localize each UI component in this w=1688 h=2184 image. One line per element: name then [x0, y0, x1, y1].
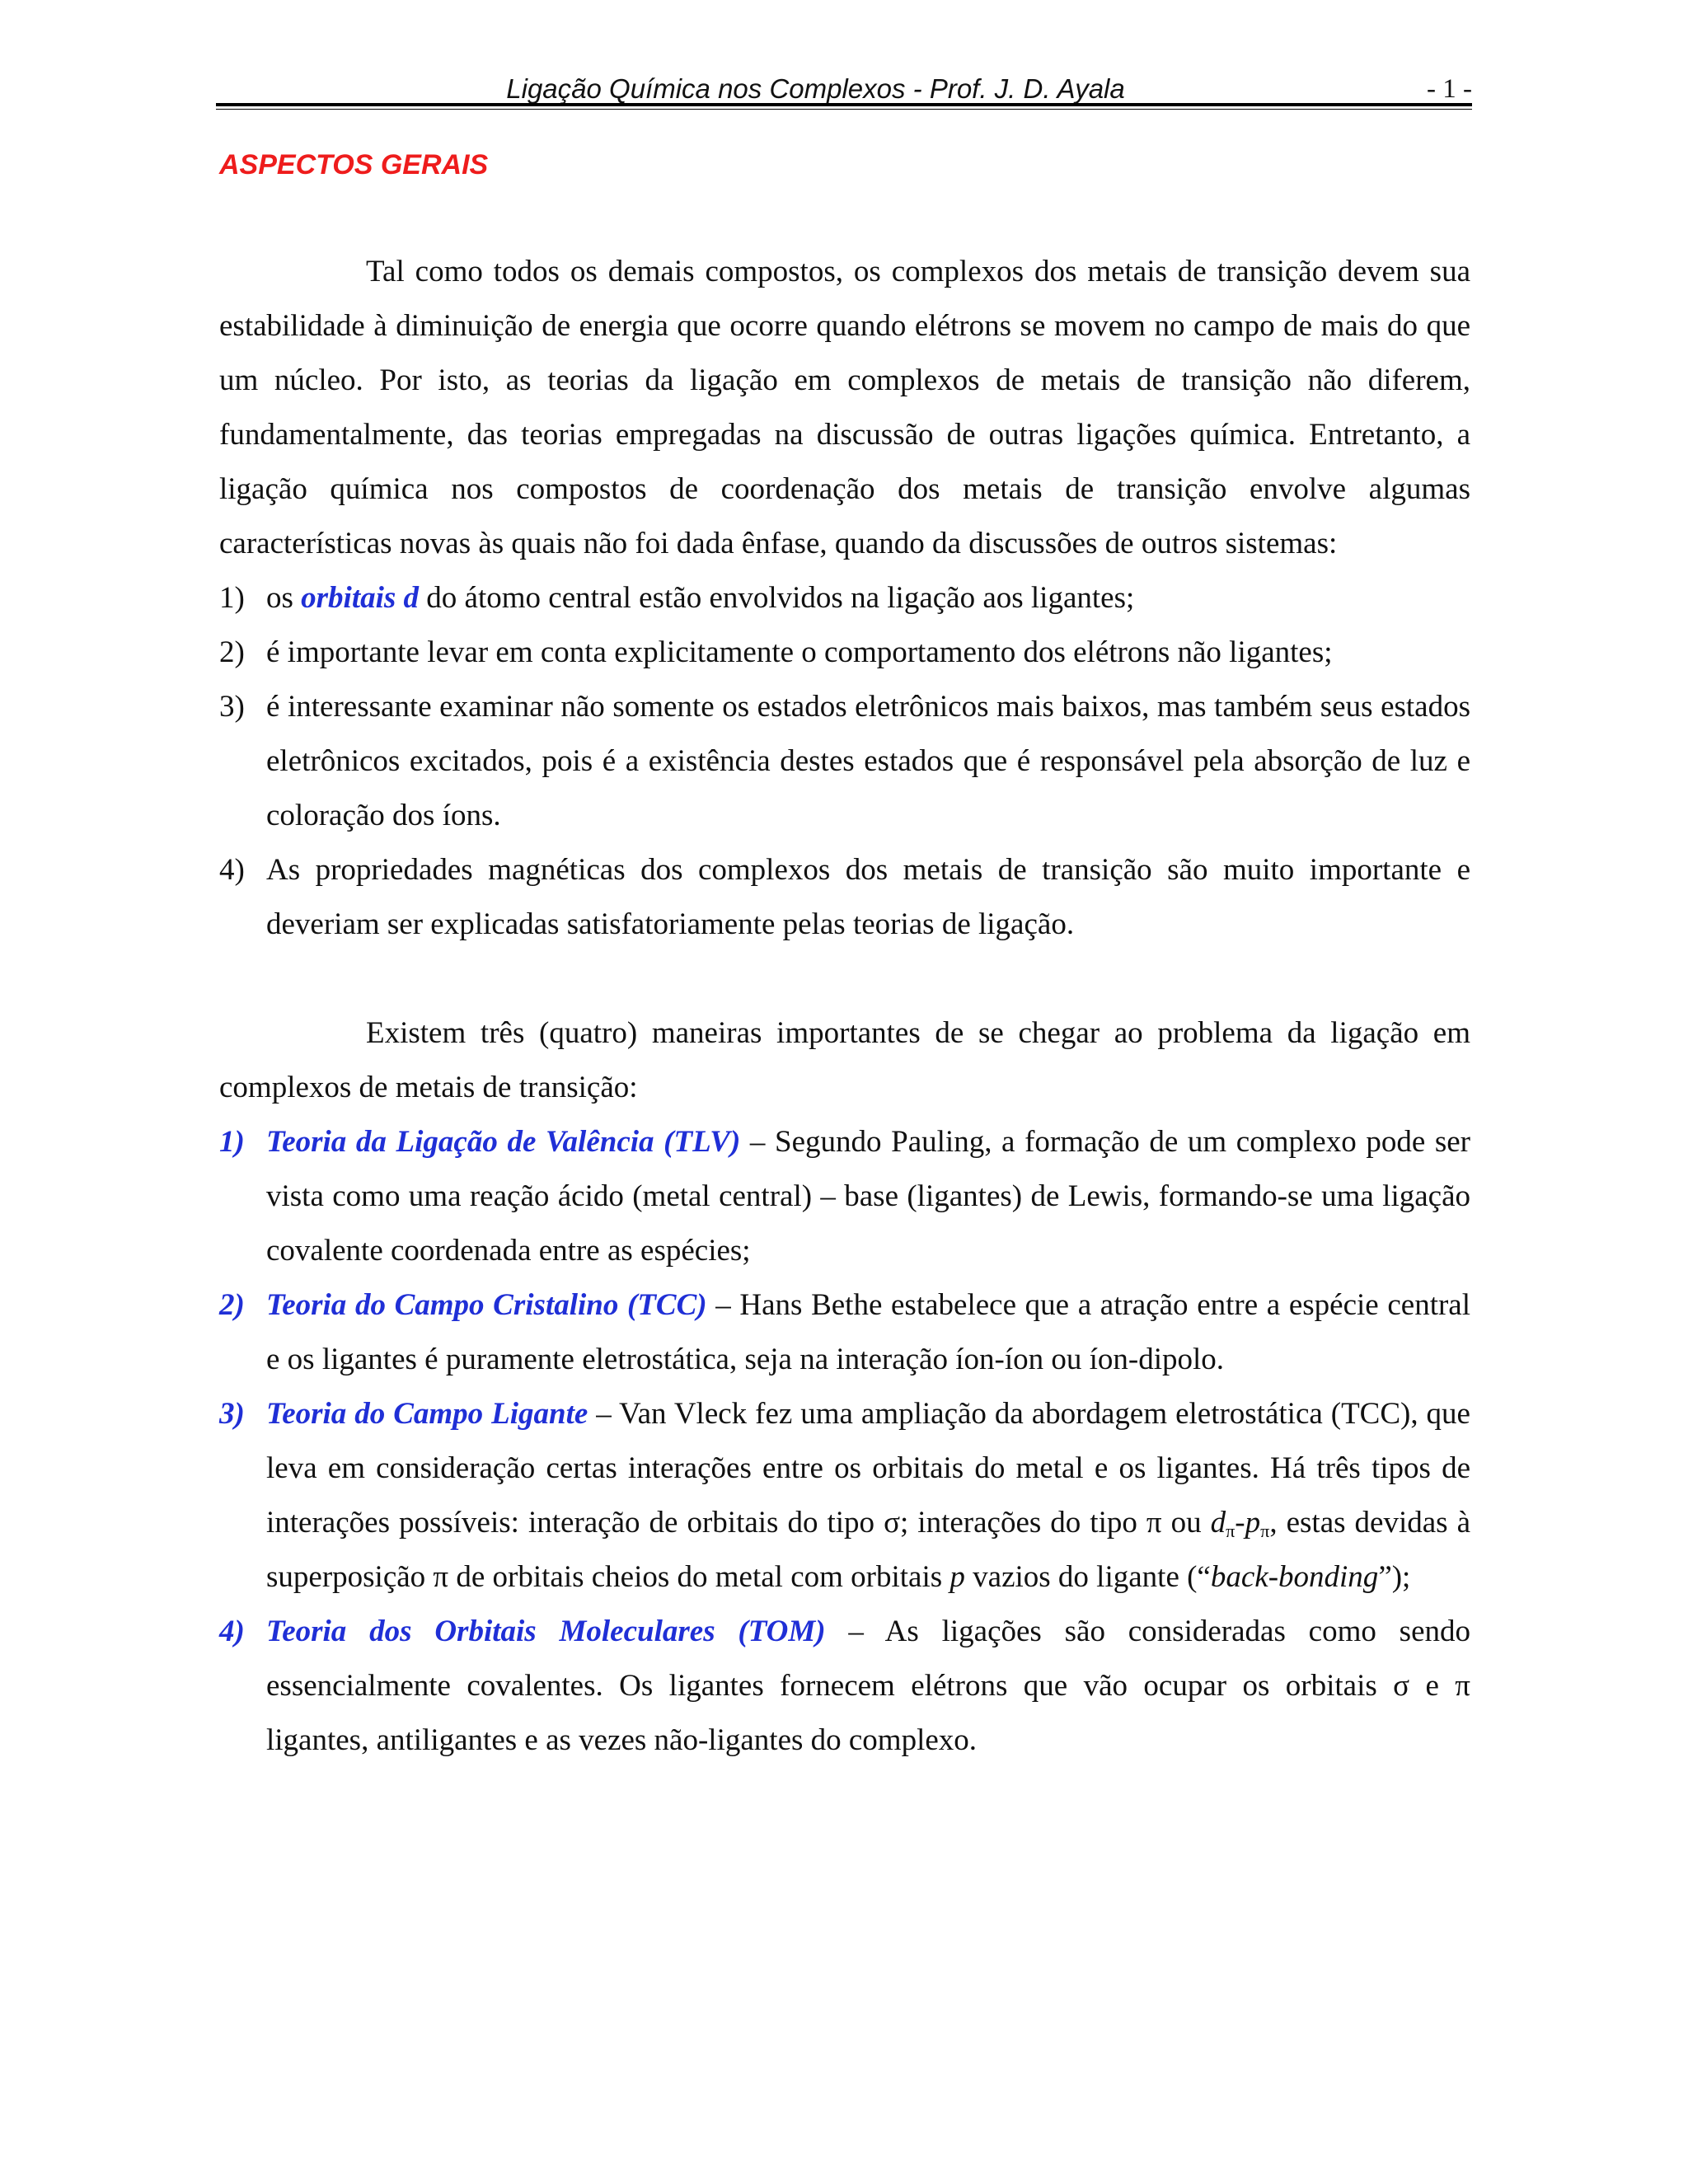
item-number: 2) [219, 635, 245, 669]
theory-name: Teoria dos Orbitais Moleculares (TOM) [266, 1615, 826, 1648]
list-item [219, 680, 1470, 843]
theory-name: Teoria do Campo Cristalino (TCC) [266, 1288, 707, 1322]
item-number: 3) [219, 690, 245, 724]
theories-list [219, 1115, 1470, 1768]
pi-subscript: π [1260, 1521, 1270, 1541]
theory-text: ”); [1378, 1560, 1411, 1594]
item-text: é interessante examinar não somente os estados eletrônicos mais baixos, mas também seus estados eletrônicos excitados, pois é a existência destes estados que é responsável pela absorção de luz e coloração dos íons. [266, 690, 1470, 832]
header-title: Ligação Química nos Complexos - Prof. J. D. Ayala [506, 73, 1125, 104]
item-number: 3) [219, 1397, 245, 1431]
page-number: - 1 - [1427, 74, 1472, 104]
header-rule [216, 103, 1472, 106]
item-text-pre: os [266, 581, 302, 615]
item-number: 1) [219, 581, 245, 615]
item-text: é importante levar em conta explicitamente o comportamento dos elétrons não ligantes; [266, 635, 1333, 669]
dash: - [1235, 1506, 1245, 1540]
theory-text: – Hans Bethe estabelece que a atração entre a espécie central e os ligantes é puramente eletrostática, seja na interação íon-íon ou íon-dipolo. [266, 1288, 1471, 1376]
list-item [219, 626, 1470, 680]
theory-name: Teoria da Ligação de Valência (TLV) [266, 1125, 741, 1159]
item-number: 4) [219, 853, 245, 887]
theory-text: vazios do ligante (“ [964, 1560, 1211, 1594]
list-item [219, 843, 1470, 952]
paragraph-spacer [219, 952, 1470, 1006]
header-rule-thin [216, 109, 1472, 110]
characteristics-list [219, 571, 1470, 952]
page-header [216, 73, 1472, 105]
back-bonding-term: back-bonding [1210, 1560, 1379, 1594]
item-number: 1) [219, 1125, 245, 1159]
pi-subscript: π [1226, 1521, 1236, 1541]
theory-item-campo-ligante [219, 1387, 1470, 1605]
section-title: ASPECTOS GERAIS [219, 149, 489, 180]
item-number: 2) [219, 1288, 245, 1322]
list-item [219, 571, 1470, 626]
theory-text: – Van Vleck fez uma ampliação da abordagem eletrostática (TCC), que leva em consideração certas interações entre os orbitais do metal e os ligantes. Há três tipos de interações possíveis: interação de orbitais do tipo σ; interações do tipo π ou [266, 1397, 1470, 1540]
theory-item-tom [219, 1605, 1470, 1768]
item-text: As propriedades magnéticas dos complexos dos metais de transição são muito importante e deveriam ser explicadas satisfatoriamente pelas teorias de ligação. [266, 853, 1470, 941]
theory-text: – Segundo Pauling, a formação de um complexo pode ser vista como uma reação ácido (metal central) – base (ligantes) de Lewis, formando-se uma ligação covalente coordenada entre as espécies; [266, 1125, 1470, 1268]
theories-paragraph: Existem três (quatro) maneiras importantes de se chegar ao problema da ligação em complexos de metais de transição: [219, 1016, 1470, 1104]
item-number: 4) [219, 1615, 245, 1648]
theory-item-tcc [219, 1278, 1470, 1387]
p-symbol: p [1245, 1506, 1261, 1540]
theory-item-tlv [219, 1115, 1470, 1278]
theory-text: , estas devidas à superposição π de orbitais cheios do metal com orbitais [266, 1506, 1470, 1594]
p-orbital-symbol: p [950, 1560, 965, 1594]
orbitais-d-highlight: orbitais d [301, 581, 420, 615]
theory-text: – As ligações são consideradas como sendo essencialmente covalentes. Os ligantes fornecem elétrons que vão ocupar os orbitais σ e π ligantes, antiligantes e as vezes não-ligantes do complexo. [266, 1615, 1470, 1757]
document-body [219, 245, 1470, 1768]
theory-name: Teoria do Campo Ligante [266, 1397, 588, 1431]
item-text-post: do átomo central estão envolvidos na ligação aos ligantes; [419, 581, 1135, 615]
intro-paragraph: Tal como todos os demais compostos, os complexos dos metais de transição devem sua estabilidade à diminuição de energia que ocorre quando elétrons se movem no campo de mais do que um núcleo. Por isto, as teorias da ligação em complexos de metais de transição não diferem, fundamentalmente, das teorias empregadas na discussão de outras ligações química. Entretanto, a ligação química nos compostos de coordenação dos metais de transição envolve algumas características novas às quais não foi dada ênfase, quando da discussões de outros sistemas: [219, 255, 1470, 560]
d-symbol: d [1210, 1506, 1226, 1540]
